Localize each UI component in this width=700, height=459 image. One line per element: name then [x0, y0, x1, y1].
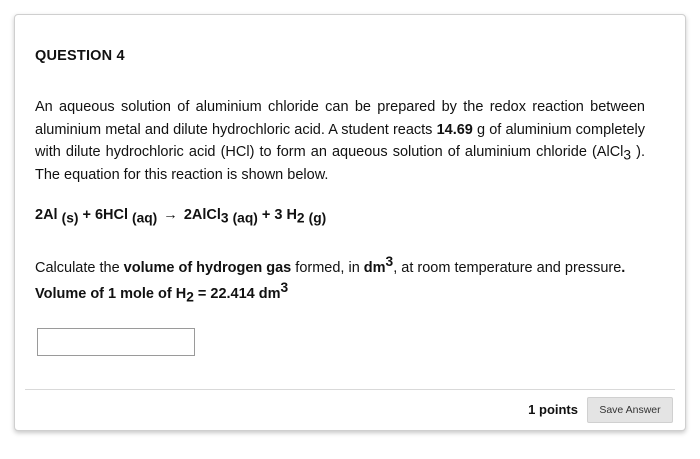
subscript: 2	[186, 289, 194, 305]
points-label: 1 points	[528, 402, 578, 417]
question-text-part: ). The equation for this reaction is shown below.	[35, 144, 645, 183]
subscript: 3	[220, 210, 229, 226]
prompt-emphasis: volume of hydrogen gas	[123, 260, 292, 276]
mass-value: 14.69	[436, 121, 473, 138]
molar-volume-line	[35, 281, 645, 307]
question-card	[14, 14, 686, 431]
prompt-text: , at room temperature and pressure	[393, 260, 622, 276]
superscript: 3	[280, 279, 289, 295]
reaction-arrow: →	[163, 207, 178, 223]
molar-volume-text: = 22.414 dm	[193, 286, 281, 302]
prompt-text: formed, in	[291, 260, 364, 276]
superscript: 3	[385, 253, 394, 269]
prompt-text: Calculate the	[35, 260, 124, 276]
product-alcl3: 2AlCl	[183, 207, 221, 223]
prompt-period: .	[621, 260, 626, 276]
unit: dm	[363, 260, 386, 276]
footer-divider	[25, 389, 675, 390]
question-title: QUESTION 4	[35, 48, 125, 64]
subscript: 3	[623, 147, 632, 163]
reactant-hcl: + 6HCl	[78, 207, 133, 223]
calculation-line	[35, 255, 645, 281]
question-text-part: g of aluminium completely with dilute hydrochloric acid (HCl) to form an aqueous solution of aluminium chloride (AlCl	[35, 121, 645, 160]
state-symbol: (s)	[61, 210, 79, 226]
answer-input[interactable]	[37, 328, 195, 356]
state-symbol: (aq)	[232, 210, 258, 226]
reactant-al: 2Al	[35, 207, 58, 223]
save-answer-button[interactable]: Save Answer	[587, 397, 673, 423]
state-symbol: (aq)	[132, 210, 158, 226]
product-h2: + 3 H	[257, 207, 297, 223]
state-symbol: (g)	[308, 210, 327, 226]
molar-volume-text: Volume of 1 mole of H	[35, 286, 187, 302]
question-text	[35, 96, 645, 186]
subscript: 2	[296, 210, 305, 226]
calculation-prompt	[35, 255, 645, 307]
question-text-part: An aqueous solution of aluminium chloride can be prepared by the redox reaction between aluminium metal and dilute hydrochloric acid. A student reacts	[35, 99, 645, 138]
reaction-equation	[35, 207, 327, 226]
